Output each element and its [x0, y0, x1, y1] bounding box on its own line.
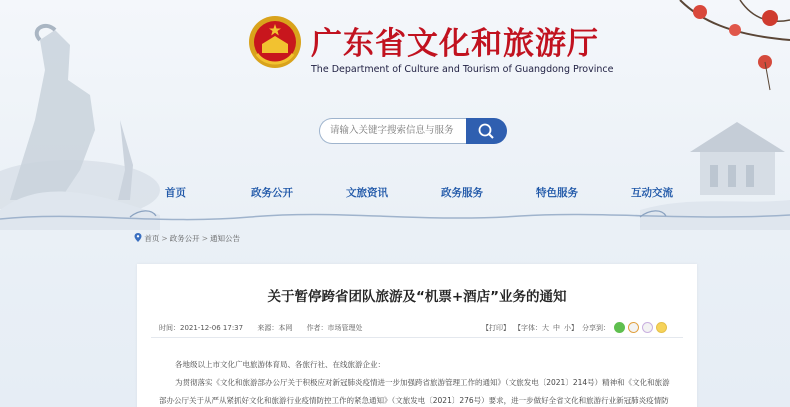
font-size-small[interactable]: 小】	[564, 323, 578, 332]
nav-item-featured-services[interactable]: 特色服务	[536, 187, 578, 199]
site-header	[247, 14, 614, 84]
share-label: 分享到：	[582, 323, 610, 332]
publish-time: 时间：2021-12-06 17:37	[159, 324, 244, 332]
print-button[interactable]: 【打印】	[482, 323, 510, 332]
qzone-icon[interactable]	[642, 322, 653, 333]
article-card	[137, 264, 697, 407]
nav-item-interaction[interactable]: 互动交流	[631, 187, 673, 199]
article-title: 关于暂停跨省团队旅游及“机票+酒店”业务的通知	[267, 289, 567, 305]
search-button[interactable]	[466, 118, 507, 144]
font-size-large[interactable]: 【字体：大	[514, 323, 549, 332]
article-paragraph: 为贯彻落实《文化和旅游部办公厅关于积极应对新冠肺炎疫情进一步加强跨省旅游管理工作的通知》（文旅发电〔2021〕214号）精神和《文化和旅游	[175, 378, 670, 387]
site-subtitle: The Department of Culture and Tourism of Guangdong Province	[311, 64, 614, 75]
search-bar	[319, 118, 507, 144]
location-pin-icon	[134, 233, 142, 242]
weibo-icon[interactable]	[628, 322, 639, 333]
wechat-icon[interactable]	[614, 322, 625, 333]
article-paragraph: 各地级以上市文化广电旅游体育局、各旅行社、在线旅游企业：	[175, 360, 385, 369]
article-source: 来源：本网	[257, 324, 293, 332]
breadcrumb-notices[interactable]: 通知公告	[209, 234, 240, 243]
article-body	[159, 356, 679, 407]
breadcrumb-home[interactable]: 首页	[144, 234, 160, 243]
breadcrumb-government-affairs[interactable]: 政务公开	[169, 234, 200, 243]
article-paragraph: 部办公厅关于从严从紧抓好文化和旅游行业疫情防控工作的紧急通知》（文旅发电〔2021〕276号）要求，进一步做好全省文化和旅游行业新冠肺炎疫情防	[159, 396, 669, 405]
meta-divider	[151, 337, 683, 338]
article-meta	[159, 323, 375, 333]
nav-item-government-affairs[interactable]: 政务公开	[251, 187, 293, 199]
breadcrumb	[134, 233, 240, 244]
nav-item-culture-tourism-news[interactable]: 文旅资讯	[346, 187, 388, 199]
emblem-icon	[247, 14, 303, 70]
nav-item-home[interactable]: 首页	[165, 187, 186, 199]
article-tools	[482, 322, 670, 333]
nav-item-government-services[interactable]: 政务服务	[441, 187, 483, 199]
site-title: 广东省文化和旅游厅	[311, 26, 599, 62]
search-input[interactable]	[319, 118, 476, 144]
article-author: 作者：市场管理处	[306, 324, 363, 332]
breadcrumb-separator: >	[201, 234, 208, 243]
font-size-medium[interactable]: 中	[553, 323, 560, 332]
main-nav	[0, 185, 790, 201]
star-icon[interactable]	[656, 322, 667, 333]
breadcrumb-separator: >	[161, 234, 168, 243]
search-icon	[466, 118, 507, 144]
wave-divider	[0, 205, 790, 225]
